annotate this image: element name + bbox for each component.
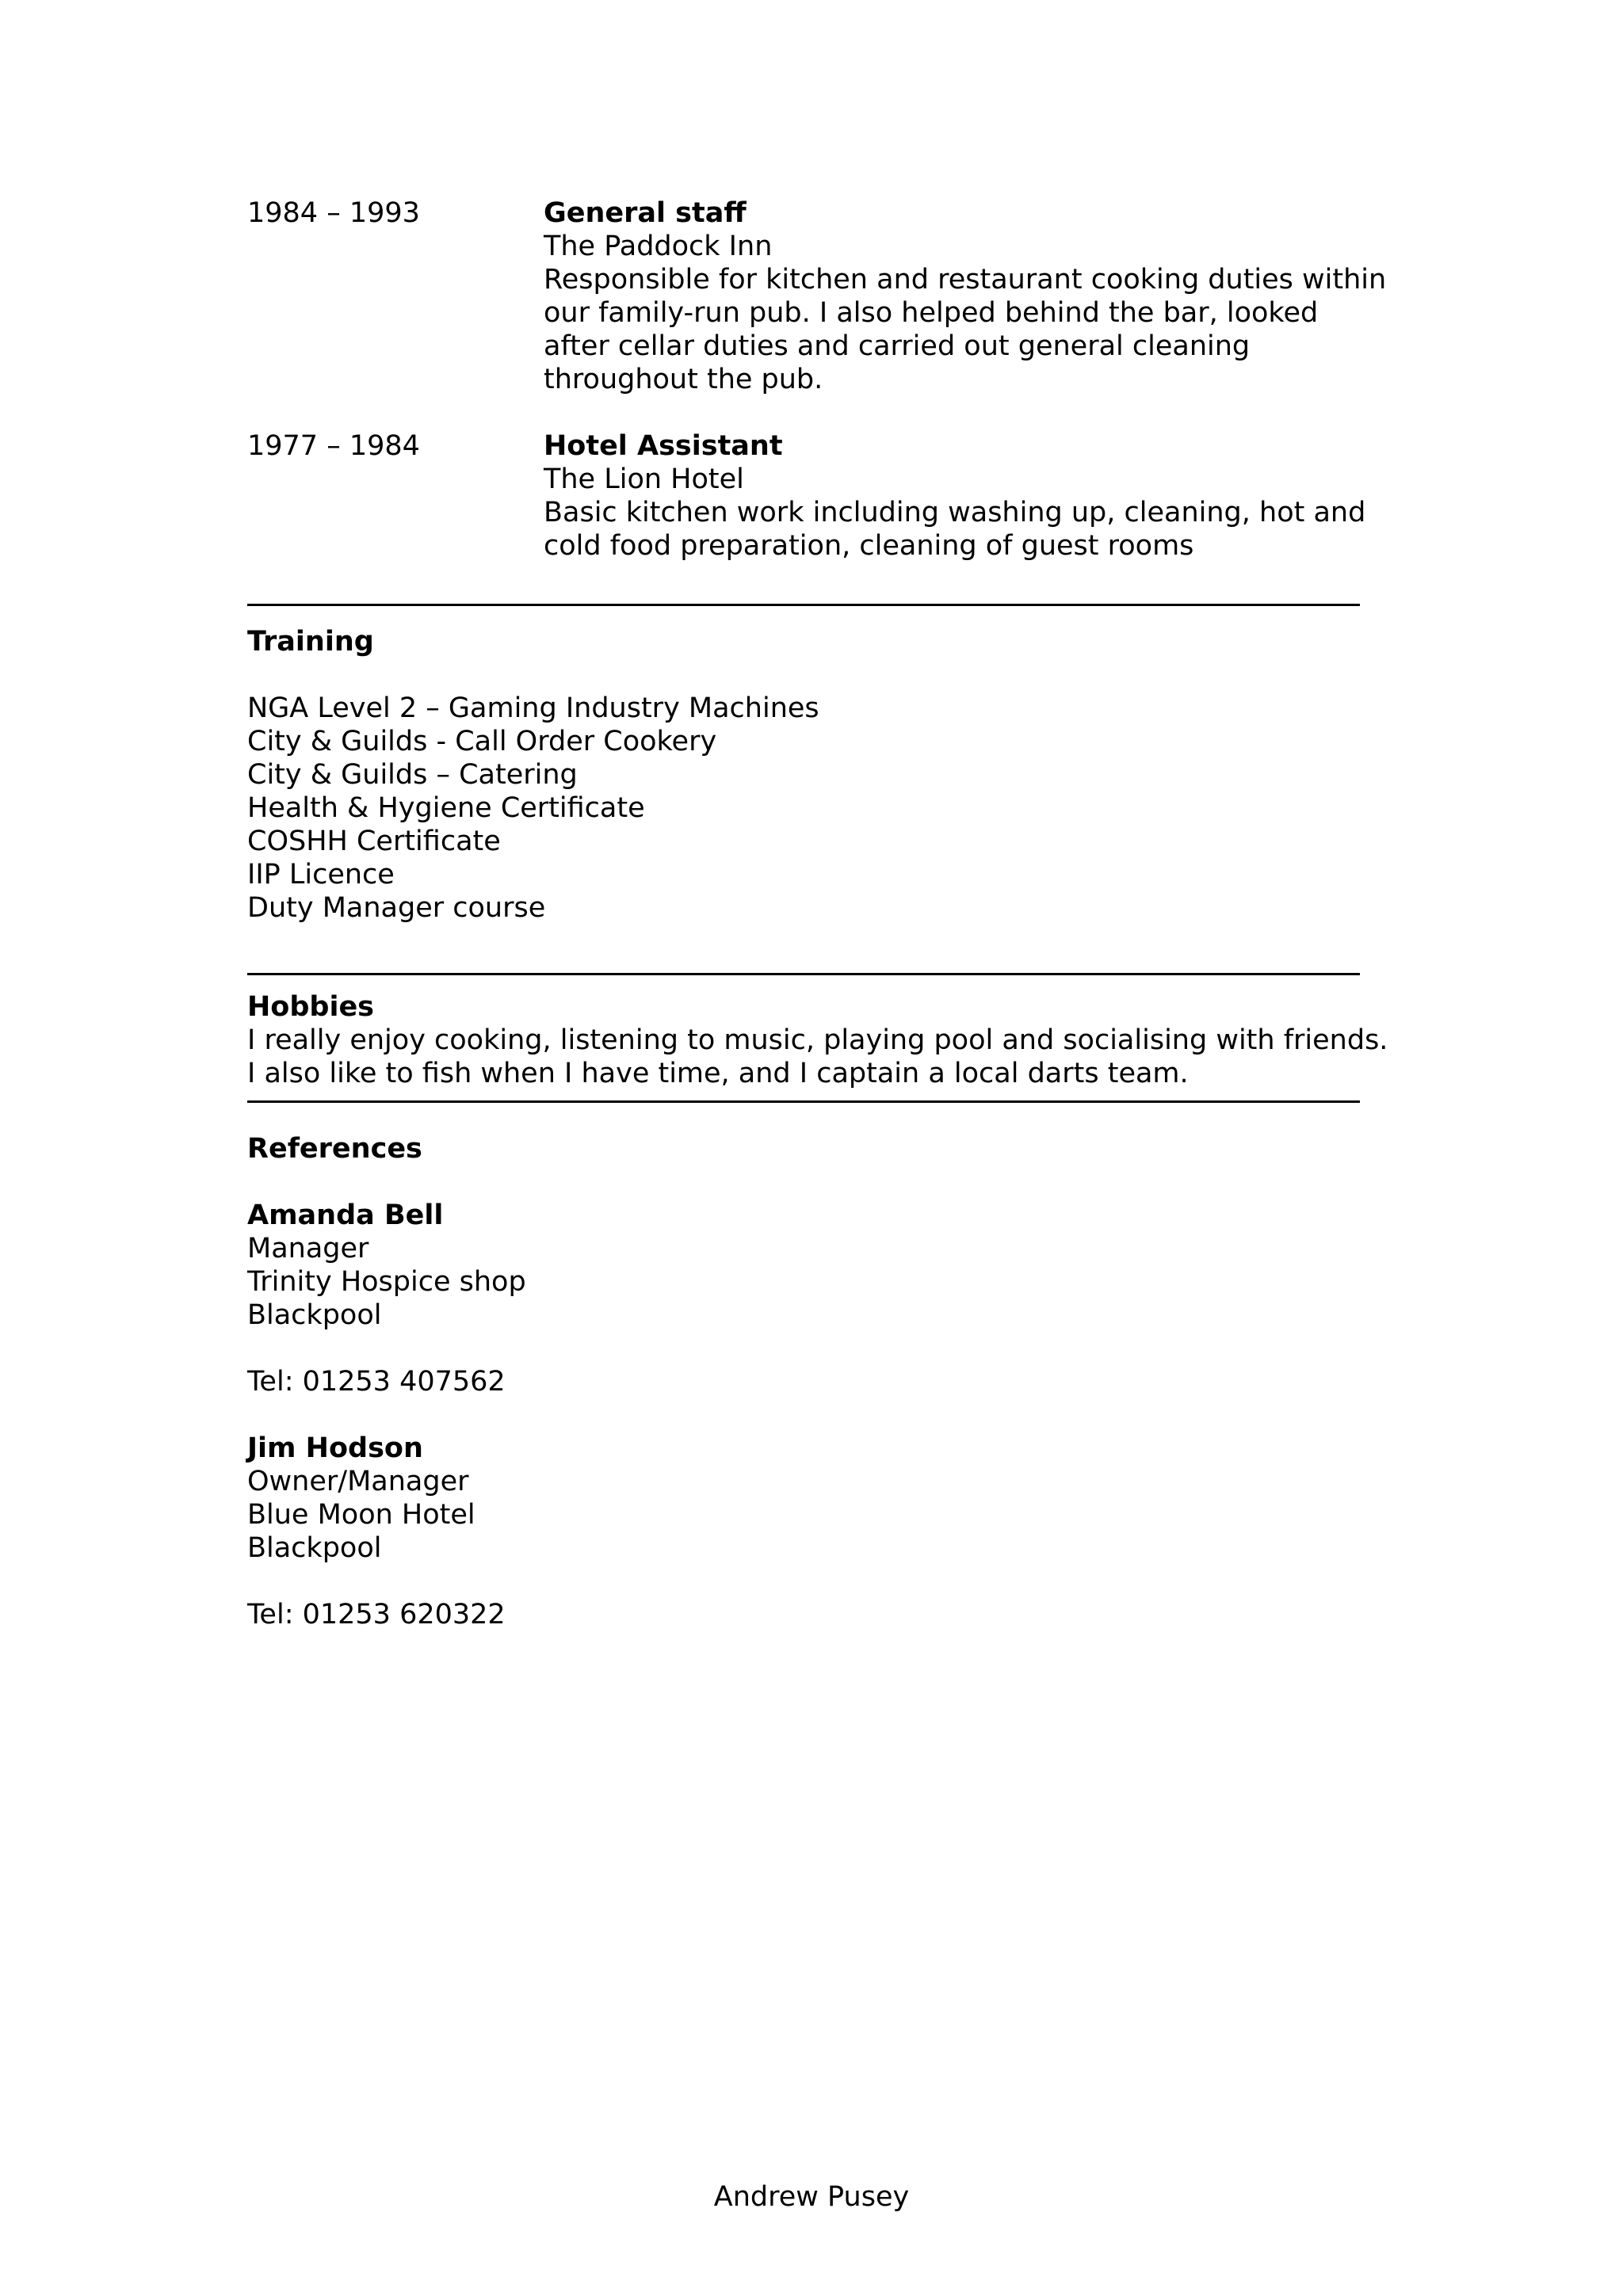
- employment-dates: 1984 – 1993: [247, 197, 420, 229]
- section-divider: [247, 973, 1360, 975]
- referee-town: Blackpool: [247, 1532, 382, 1564]
- referee-role: Owner/Manager: [247, 1466, 469, 1497]
- page-footer-name: Andrew Pusey: [713, 2181, 910, 2213]
- job-description-line: after cellar duties and carried out general cleaning: [544, 330, 1251, 362]
- job-description-line: throughout the pub.: [544, 364, 823, 395]
- cv-page: [247, 196, 1388, 1631]
- training-item: IIP Licence: [247, 859, 395, 891]
- references-heading: References: [247, 1133, 422, 1165]
- referee-town: Blackpool: [247, 1299, 382, 1331]
- employment-details: [544, 196, 1386, 396]
- section-divider: [247, 604, 1360, 606]
- referee-telephone: Tel: 01253 407562: [247, 1366, 506, 1398]
- employment-details: [544, 429, 1373, 563]
- training-item: City & Guilds - Call Order Cookery: [247, 726, 717, 757]
- training-item: COSHH Certificate: [247, 826, 501, 857]
- employment-entry: [247, 196, 1387, 396]
- referee-name: Amanda Bell: [247, 1199, 444, 1231]
- training-item: City & Guilds – Catering: [247, 759, 578, 791]
- training-list: [247, 692, 1373, 925]
- section-divider: [247, 1100, 1360, 1103]
- job-description-line: cold food preparation, cleaning of guest rooms: [544, 530, 1194, 562]
- referee-telephone: Tel: 01253 620322: [247, 1599, 506, 1630]
- referee-role: Manager: [247, 1233, 369, 1264]
- hobbies-text: I also like to fish when I have time, and I captain a local darts team.: [247, 1058, 1189, 1089]
- referee-organisation: Trinity Hospice shop: [247, 1266, 526, 1298]
- hobbies-text: I really enjoy cooking, listening to music, playing pool and socialising with friends.: [247, 1024, 1388, 1056]
- training-heading: Training: [247, 626, 374, 658]
- training-item: Duty Manager course: [247, 892, 546, 924]
- employer-name: The Paddock Inn: [544, 231, 773, 262]
- job-description-line: Basic kitchen work including washing up, cleaning, hot and: [544, 497, 1366, 528]
- job-title: Hotel Assistant: [544, 430, 783, 462]
- job-title: General staff: [544, 197, 747, 229]
- job-description-line: Responsible for kitchen and restaurant cooking duties within: [544, 264, 1387, 296]
- hobbies-heading: Hobbies: [247, 991, 375, 1023]
- referee-organisation: Blue Moon Hotel: [247, 1499, 475, 1531]
- training-item: Health & Hygiene Certificate: [247, 792, 645, 824]
- training-item: NGA Level 2 – Gaming Industry Machines: [247, 692, 819, 724]
- employment-dates: 1977 – 1984: [247, 430, 420, 462]
- reference-entry: [247, 1199, 1373, 1398]
- employer-name: The Lion Hotel: [544, 463, 744, 495]
- employment-entry: [247, 429, 1373, 563]
- reference-entry: [247, 1432, 1373, 1631]
- job-description-line: our family-run pub. I also helped behind the bar, looked: [544, 297, 1319, 329]
- referee-name: Jim Hodson: [247, 1432, 423, 1464]
